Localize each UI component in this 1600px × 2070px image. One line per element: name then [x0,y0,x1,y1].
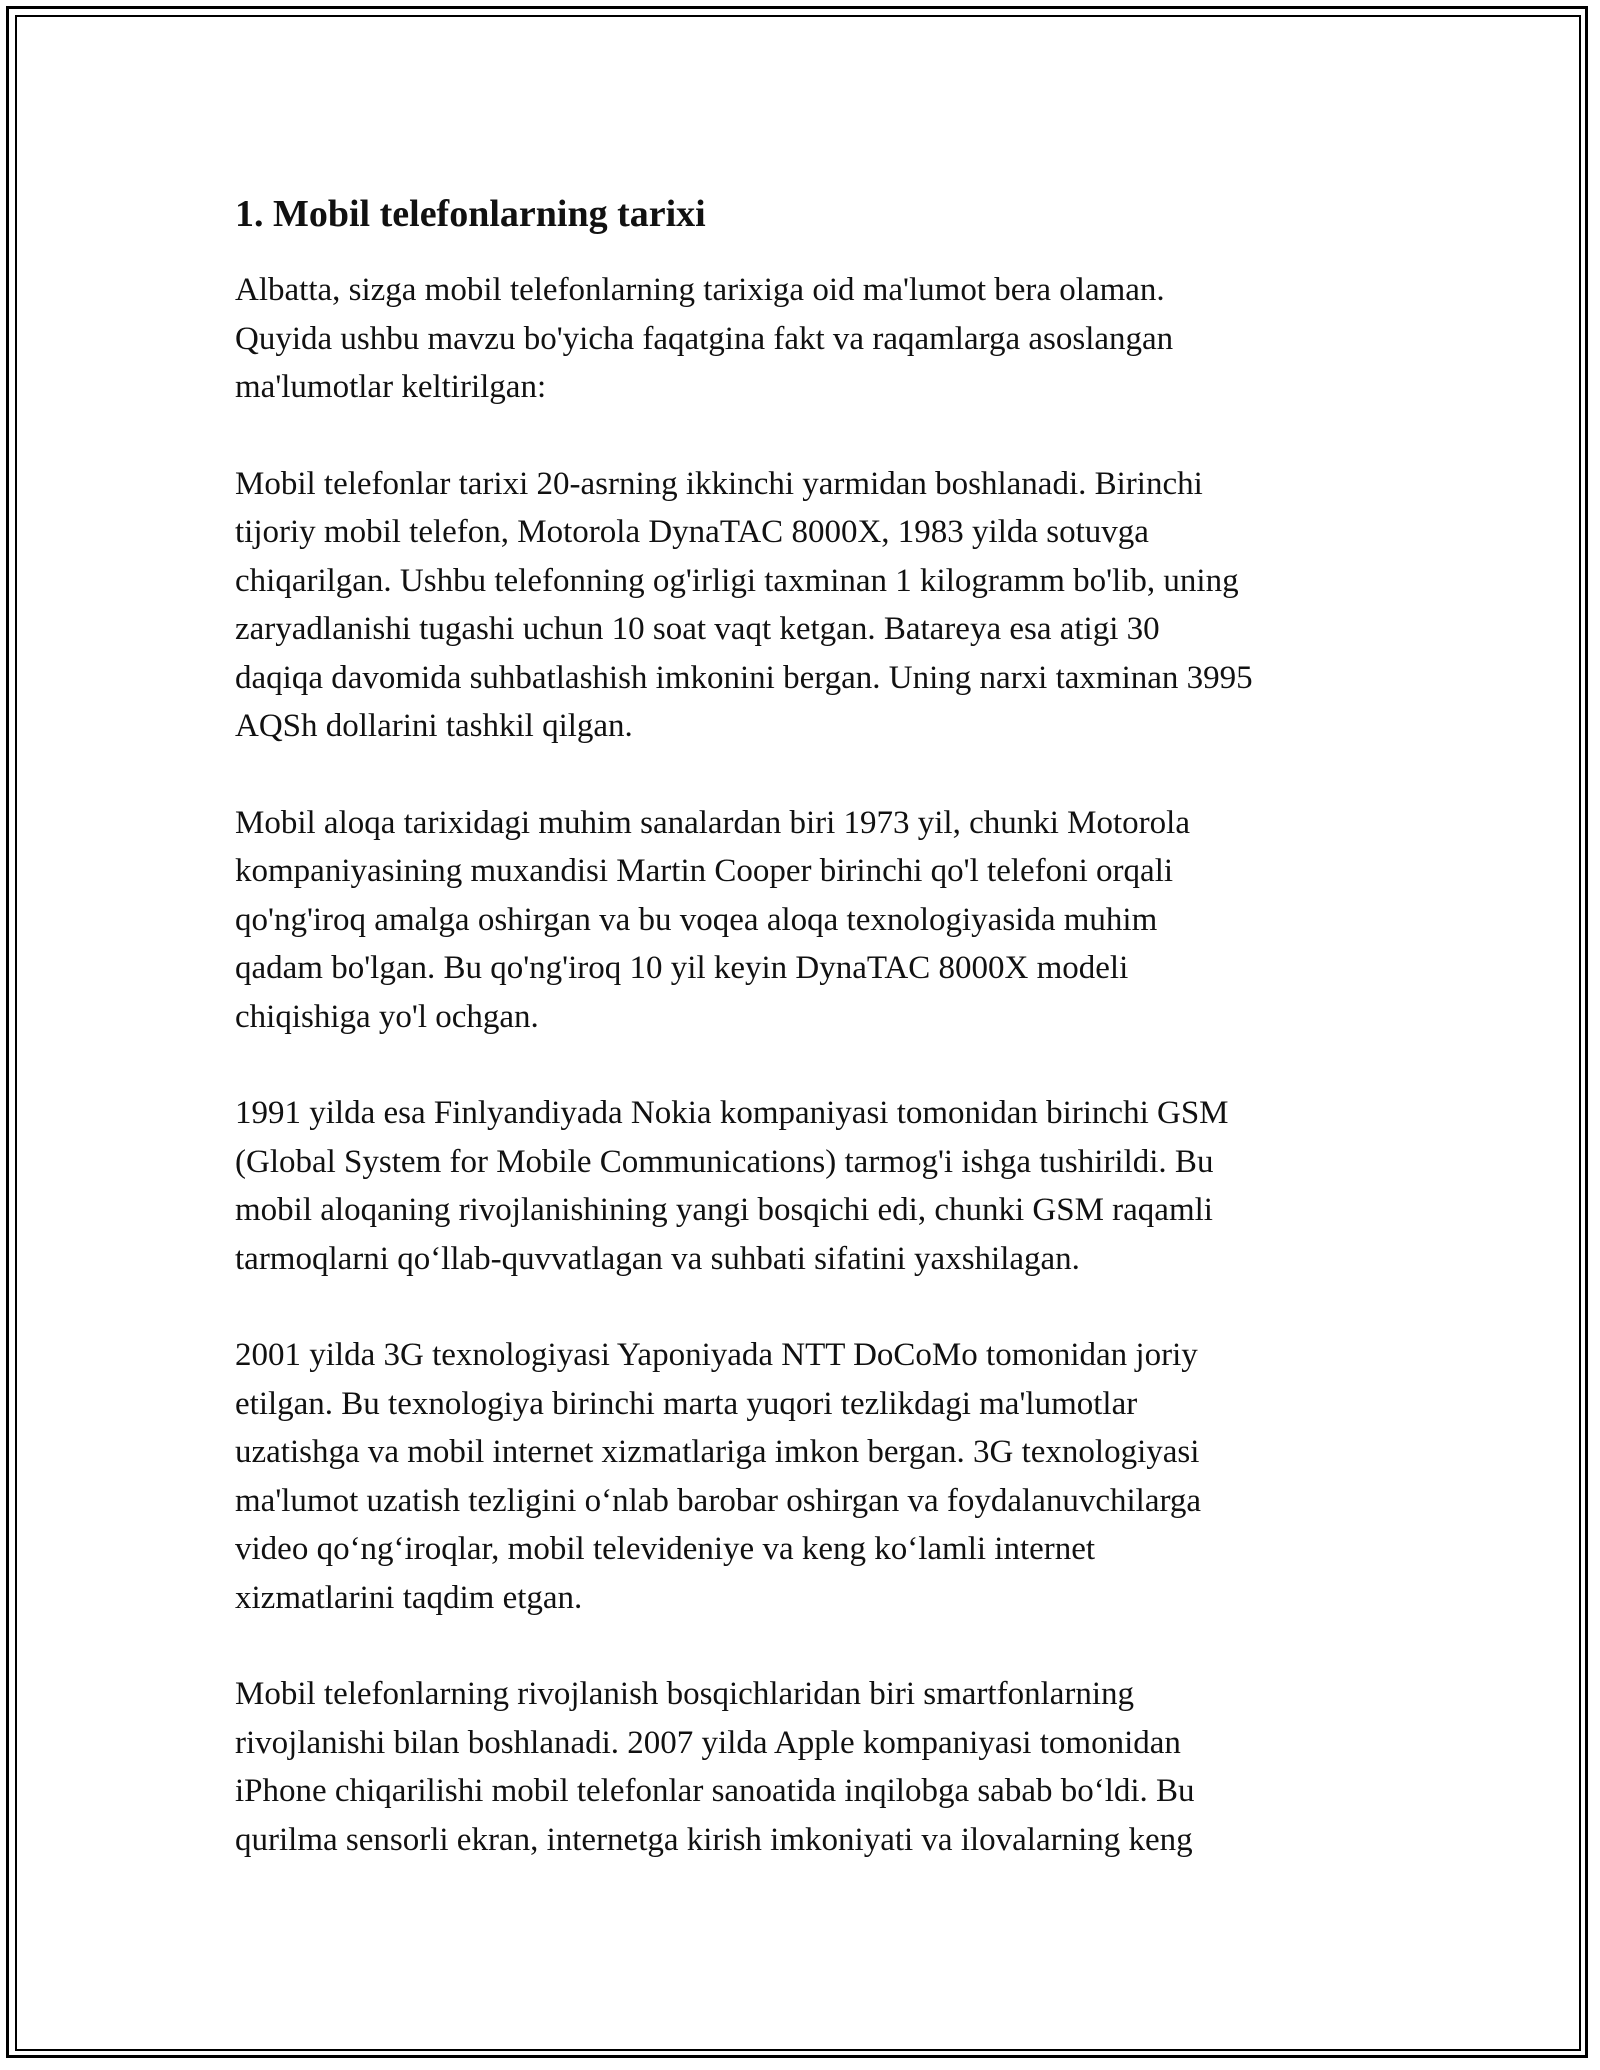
text-line: Mobil aloqa tarixidagi muhim sanalardan biri 1973 yil, chunki Motorola [235,804,1190,841]
paragraph-1973 [235,799,1385,1042]
text-line: Albatta, sizga mobil telefonlarning tarixiga oid ma'lumot bera olaman. [235,272,1165,308]
text-line: qurilma sensorli ekran, internetga kirish imkoniyati va ilovalarning keng [235,1821,1193,1858]
text-line: tijoriy mobil telefon, Motorola DynaTAC 8000X, 1983 yilda sotuvga [235,514,1149,550]
text-line: daqiqa davomida suhbatlashish imkonini bergan. Uning narxi taxminan 3995 [235,659,1253,696]
text-line: 1991 yilda esa Finlyandiyada Nokia kompaniyasi tomonidan birinchi GSM [235,1095,1229,1131]
text-line: (Global System for Mobile Communications) tarmog'i ishga tushirildi. Bu [235,1143,1214,1180]
text-line: Mobil telefonlarning rivojlanish bosqichlaridan biri smartfonlarning [235,1676,1135,1712]
paragraph-dynatac [235,460,1385,751]
text-line: Mobil telefonlar tarixi 20-asrning ikkinchi yarmidan boshlanadi. Birinchi [235,465,1203,502]
document-body [235,188,1385,1912]
text-line: 2001 yilda 3G texnologiyasi Yaponiyada NTT DoCoMo tomonidan joriy [235,1337,1198,1373]
text-line: qo'ng'iroq amalga oshirgan va bu voqea aloqa texnologiyasida muhim [235,901,1158,938]
paragraph-gsm [235,1089,1385,1283]
text-line: zaryadlanishi tugashi uchun 10 soat vaqt ketgan. Batareya esa atigi 30 [235,611,1160,647]
text-line: Quyida ushbu mavzu bo'yicha faqatgina fakt va raqamlarga asoslangan [235,320,1174,357]
text-line: mobil aloqaning rivojlanishining yangi bosqichi edi, chunki GSM raqamli [235,1192,1213,1228]
paragraph-smartphones [235,1670,1385,1864]
text-line: tarmoqlarni qo‘llab-quvvatlagan va suhbati sifatini yaxshilagan. [235,1240,1080,1277]
paragraph-intro [235,266,1385,412]
text-line: rivojlanishi bilan boshlanadi. 2007 yilda Apple kompaniyasi tomonidan [235,1724,1181,1761]
text-line: ma'lumotlar keltirilgan: [235,369,547,405]
text-line: qadam bo'lgan. Bu qo'ng'iroq 10 yil keyin DynaTAC 8000X modeli [235,950,1129,986]
text-line: xizmatlarini taqdim etgan. [235,1579,583,1616]
text-line: iPhone chiqarilishi mobil telefonlar sanoatida inqilobga sabab bo‘ldi. Bu [235,1773,1195,1809]
text-line: video qo‘ng‘iroqlar, mobil televideniye va keng ko‘lamli internet [235,1531,1096,1567]
text-line: uzatishga va mobil internet xizmatlariga imkon bergan. 3G texnologiyasi [235,1434,1200,1470]
text-line: etilgan. Bu texnologiya birinchi marta yuqori tezlikdagi ma'lumotlar [235,1385,1138,1422]
text-line: chiqarilgan. Ushbu telefonning og'irligi taxminan 1 kilogramm bo'lib, uning [235,562,1239,599]
text-line: AQSh dollarini tashkil qilgan. [235,708,633,744]
text-line: ma'lumot uzatish tezligini o‘nlab barobar oshirgan va foydalanuvchilarga [235,1482,1202,1519]
text-line: kompaniyasining muxandisi Martin Cooper birinchi qo'l telefoni orqali [235,853,1174,889]
text-line: chiqishiga yo'l ochgan. [235,998,539,1035]
section-heading: 1. Mobil telefonlarning tarixi [235,193,706,235]
paragraph-3g [235,1331,1385,1622]
